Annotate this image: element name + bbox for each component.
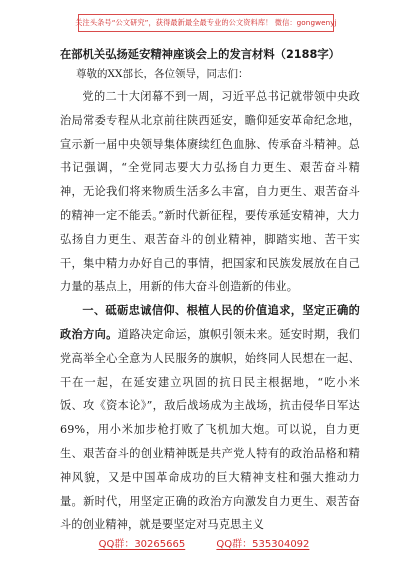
paragraph-section-1 <box>60 299 360 537</box>
section-1-body: 道路决定命运，旗帜引领未来。延安时期，我们党高举全心全意为人民服务的旗帜，始终同人民想在一起、干在一起，在延安建立巩固的抗日民主根据地，“吃小米饭、攻《资本论》”，敌后战场成为主战场，抗击侵华日军达69%，用小米加步枪打败了飞机加大炮。可以说，自力更生、艰苦奋斗的创业精神既是共产党人特有的政治品格和精神风貌，又是中国革命成功的巨大精神支柱和强大推动力量。新时代，用坚定正确的政治方向激发自力更生、艰苦奋斗的创业精神，就是要坚定对马克思主义 <box>60 327 360 532</box>
qq-group-footer <box>0 535 408 550</box>
paragraph-intro: 党的二十大闭幕不到一周，习近平总书记就带领中央政治局常委专程从北京前往陕西延安，瞻仰延安革命纪念地，宣示新一届中央领导集体赓续红色血脉、传承奋斗精神。总书记强调，“全党同志要大力弘扬自力更生、艰苦奋斗精神，无论我们将来物质生活多么丰富，自力更生、艰苦奋斗的精神一定不能丢。”新时代新征程，要传承延安精神，大力弘扬自力更生、艰苦奋斗的创业精神，脚踏实地、苦干实干，集中精力办好自己的事情，把国家和民族发展放在自己力量的基点上，用新的伟大奋斗创造新的伟业。 <box>60 90 360 294</box>
promo-banner <box>75 14 337 32</box>
document-title: 在部机关弘扬延安精神座谈会上的发言材料（2188字） <box>60 48 340 61</box>
qq-group-link-1[interactable]: QQ群：30265665 <box>98 539 186 550</box>
qq-group-link-2[interactable]: QQ群：535304092 <box>216 539 310 550</box>
promo-banner-text: 关注头条号“公文研究”，获得最新最全最专业的公文资料库！ 微信：gongwenyj <box>75 18 337 27</box>
document-body <box>60 46 360 537</box>
salutation: 尊敬的XX部长，各位领导，同志们： <box>76 68 249 80</box>
section-1-heading: 一、砥砺忠诚信仰、根植人民的价值追求，坚定正确的政治方向。 <box>60 304 360 341</box>
